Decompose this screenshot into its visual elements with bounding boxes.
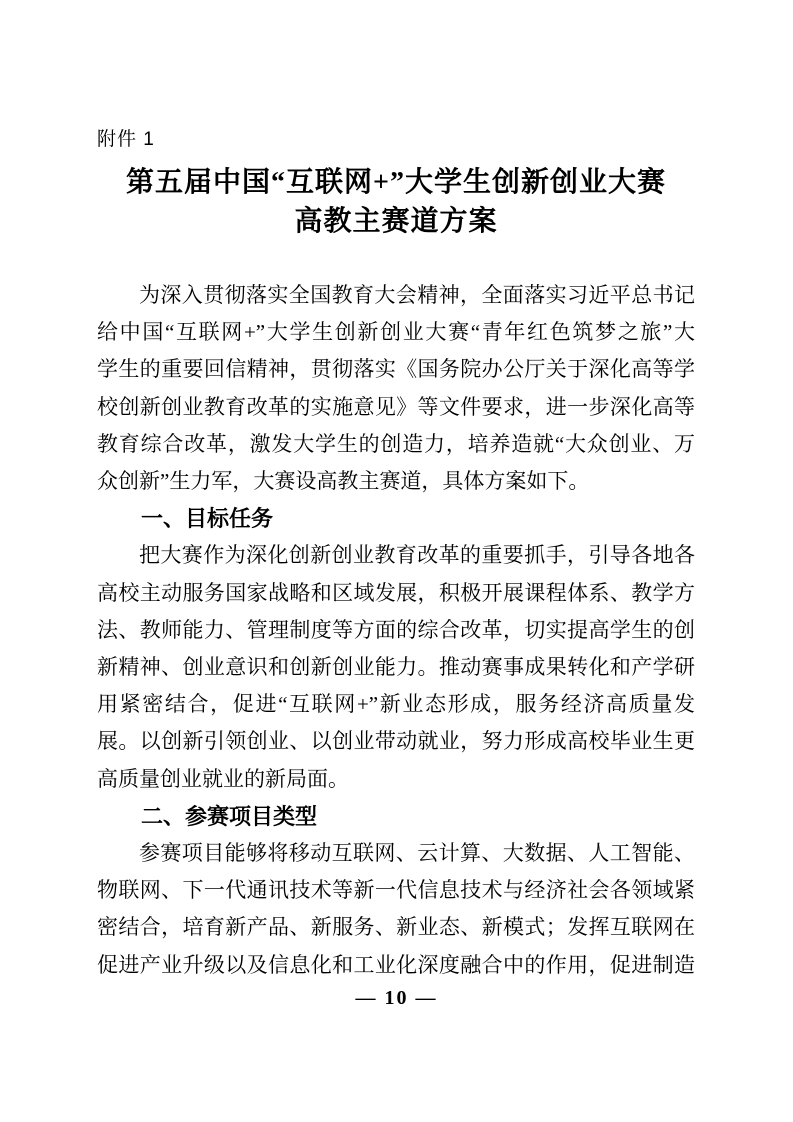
- section-heading: 二、参赛项目类型: [141, 803, 318, 829]
- paragraph-line: 给中国“互联网+”大学生创新创业大赛“青年红色筑梦之旅”大: [97, 320, 695, 345]
- paragraph-line: 为深入贯彻落实全国教育大会精神，全面落实习近平总书记: [139, 283, 695, 307]
- document-title-line-1: 第五届中国“互联网+”大学生创新创业大赛: [126, 167, 666, 198]
- paragraph-line: 密结合，培育新产品、新服务、新业态、新模式；发挥互联网在: [97, 915, 695, 940]
- paragraph-line: 法、教师能力、管理制度等方面的综合改革，切实提高学生的创: [97, 617, 695, 642]
- paragraph-line: 学生的重要回信精神，贯彻落实《国务院办公厅关于深化高等学: [97, 357, 695, 382]
- section-heading: 一、目标任务: [141, 506, 274, 532]
- paragraph-line: 高校主动服务国家战略和区域发展，积极开展课程体系、教学方: [97, 580, 695, 605]
- attachment-label: 附件 1: [97, 129, 155, 150]
- document-title: [97, 163, 695, 241]
- document-body: [97, 277, 695, 984]
- paragraph-line: 教育综合改革，激发大学生的创造力，培养造就“大众创业、万: [97, 431, 695, 456]
- paragraph: [97, 277, 695, 500]
- document-title-line-2: 高教主赛道方案: [294, 206, 498, 237]
- paragraph: [97, 537, 695, 797]
- document-content: [97, 127, 695, 984]
- page-number: — 10 —: [355, 987, 438, 1009]
- paragraph-line: 展。以创新引领创业、以创业带动就业，努力形成高校毕业生更: [97, 729, 695, 754]
- paragraph-line: 众创新”生力军，大赛设高教主赛道，具体方案如下。: [97, 469, 590, 494]
- paragraph-line: 参赛项目能够将移动互联网、云计算、大数据、人工智能、: [139, 841, 695, 866]
- paragraph-line: 新精神、创业意识和创新创业能力。推动赛事成果转化和产学研: [97, 655, 695, 680]
- paragraph-line: 把大赛作为深化创新创业教育改革的重要抓手，引导各地各: [139, 543, 695, 568]
- paragraph: [97, 835, 695, 984]
- paragraph-line: 高质量创业就业的新局面。: [97, 766, 349, 791]
- paragraph-line: 校创新创业教育改革的实施意见》等文件要求，进一步深化高等: [97, 394, 695, 419]
- paragraph-line: 促进产业升级以及信息化和工业化深度融合中的作用，促进制造: [97, 952, 695, 977]
- paragraph-line: 物联网、下一代通讯技术等新一代信息技术与经济社会各领域紧: [97, 878, 695, 903]
- paragraph-line: 用紧密结合，促进“互联网+”新业态形成，服务经济高质量发: [97, 692, 695, 717]
